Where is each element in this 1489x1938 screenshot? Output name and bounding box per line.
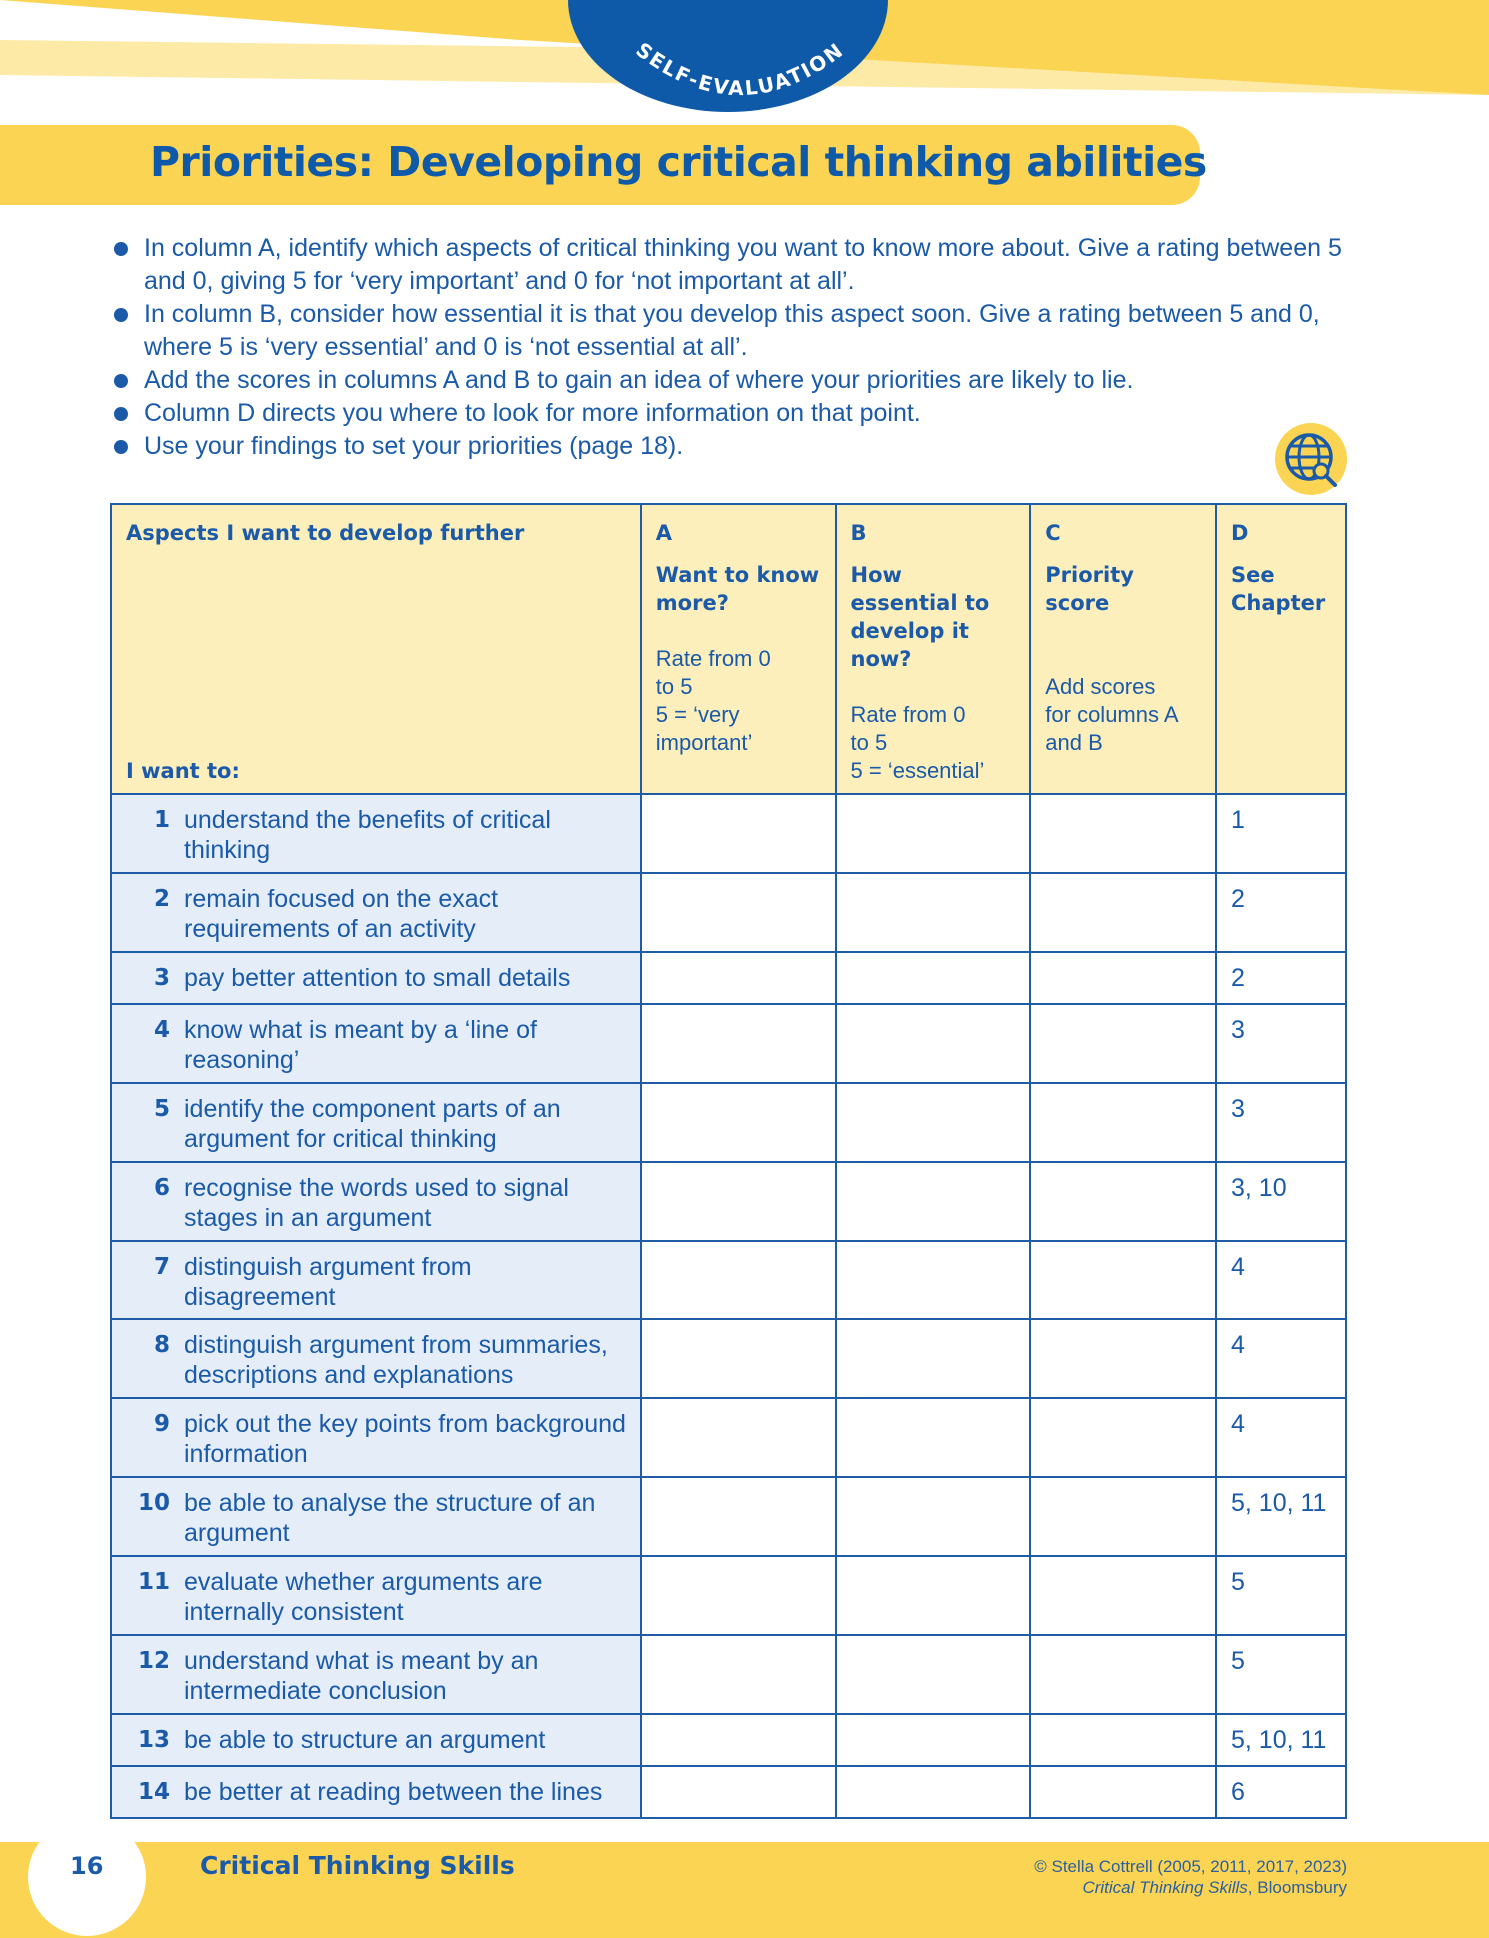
copyright-credit: © Stella Cottrell (2005, 2011, 2017, 2023) Critical Thinking Skills, Bloomsbury [1034,1857,1347,1897]
priority-score-cell[interactable] [1030,1398,1216,1477]
score-b-cell[interactable] [836,1635,1031,1714]
header-aspects: Aspects I want to develop further I want to: [111,504,641,794]
chapter-cell: 6 [1216,1766,1346,1818]
priority-score-cell[interactable] [1030,1556,1216,1635]
priority-score-cell[interactable] [1030,952,1216,1004]
row-number: 8 [153,1332,170,1358]
table-row [111,1241,1346,1319]
priority-score-cell[interactable] [1030,794,1216,873]
aspect-text: distinguish argument from summaries, descriptions and explanations [184,1331,608,1389]
aspect-cell [111,1319,641,1398]
chapter-cell: 3, 10 [1216,1162,1346,1241]
aspect-text: recognise the words used to signal stages in an argument [184,1174,569,1232]
chapter-cell: 4 [1216,1319,1346,1398]
table-row [111,794,1346,873]
table-row [111,1477,1346,1556]
score-a-cell[interactable] [641,952,836,1004]
book-title: Critical Thinking Skills [200,1851,515,1880]
score-a-cell[interactable] [641,1398,836,1477]
row-number: 2 [153,886,170,912]
table-row [111,1319,1346,1398]
priority-score-cell[interactable] [1030,1635,1216,1714]
score-a-cell[interactable] [641,1241,836,1319]
chapter-cell: 5 [1216,1556,1346,1635]
aspect-text: be able to structure an argument [184,1726,546,1754]
table-row [111,1004,1346,1083]
score-b-cell[interactable] [836,1162,1031,1241]
aspect-cell [111,1241,641,1319]
score-a-cell[interactable] [641,1004,836,1083]
aspect-cell [111,873,641,952]
header-col-b: B How essential to develop it now? Rate from 0 to 5 5 = ‘essential’ [836,504,1031,794]
aspect-text: pick out the key points from background information [184,1410,626,1468]
row-number: 3 [153,965,170,991]
row-number: 9 [153,1411,170,1437]
score-a-cell[interactable] [641,794,836,873]
priority-score-cell[interactable] [1030,1162,1216,1241]
score-b-cell[interactable] [836,1398,1031,1477]
score-b-cell[interactable] [836,952,1031,1004]
table-row [111,1714,1346,1766]
table-row [111,1162,1346,1241]
globe-search-icon [1275,423,1347,495]
aspect-text: understand the benefits of critical thinking [184,806,551,864]
aspect-cell [111,794,641,873]
score-b-cell[interactable] [836,1556,1031,1635]
badge-label: SELF-EVALUATION [631,37,849,101]
priorities-table [110,503,1347,1819]
aspect-cell [111,1162,641,1241]
table-row [111,952,1346,1004]
priority-score-cell[interactable] [1030,1477,1216,1556]
row-number: 1 [153,807,170,833]
row-number: 11 [137,1569,170,1595]
chapter-cell: 5 [1216,1635,1346,1714]
score-b-cell[interactable] [836,1714,1031,1766]
aspect-text: distinguish argument from disagreement [184,1253,472,1311]
table-header-row [111,504,1346,794]
aspect-cell [111,1398,641,1477]
header-col-c: C Priority score Add scores for columns A and B [1030,504,1216,794]
page-title: Priorities: Developing critical thinking abilities [150,138,1207,186]
instruction-item: In column B, consider how essential it is that you develop this aspect soon. Give a rating between 5 and 0, where 5 is ‘very essential’ and 0 is ‘not essential at all’. [110,298,1360,364]
table-row [111,1398,1346,1477]
header-col-a: A Want to know more? Rate from 0 to 5 5 = ‘very important’ [641,504,836,794]
chapter-cell: 1 [1216,794,1346,873]
score-b-cell[interactable] [836,1004,1031,1083]
aspect-text: be able to analyse the structure of an argument [184,1489,596,1547]
table-row [111,1083,1346,1162]
row-number: 7 [153,1254,170,1280]
row-number: 10 [137,1490,170,1516]
row-number: 12 [137,1648,170,1674]
score-a-cell[interactable] [641,873,836,952]
score-a-cell[interactable] [641,1766,836,1818]
chapter-cell: 4 [1216,1398,1346,1477]
score-b-cell[interactable] [836,1477,1031,1556]
table-row [111,873,1346,952]
priority-score-cell[interactable] [1030,1241,1216,1319]
chapter-cell: 5, 10, 11 [1216,1477,1346,1556]
table-row [111,1556,1346,1635]
score-a-cell[interactable] [641,1162,836,1241]
table-row [111,1766,1346,1818]
aspect-cell [111,1004,641,1083]
row-number: 4 [153,1017,170,1043]
score-b-cell[interactable] [836,1319,1031,1398]
score-b-cell[interactable] [836,794,1031,873]
chapter-cell: 3 [1216,1083,1346,1162]
aspect-text: know what is meant by a ‘line of reasoning’ [184,1016,537,1074]
instructions-list [110,232,1360,463]
aspect-text: be better at reading between the lines [184,1778,603,1806]
priority-score-cell[interactable] [1030,1004,1216,1083]
i-want-to-label: I want to: [126,759,240,783]
score-a-cell[interactable] [641,1477,836,1556]
chapter-cell: 4 [1216,1241,1346,1319]
score-b-cell[interactable] [836,1083,1031,1162]
chapter-cell: 2 [1216,873,1346,952]
score-a-cell[interactable] [641,1319,836,1398]
score-a-cell[interactable] [641,1556,836,1635]
row-number: 13 [137,1727,170,1753]
svg-text:SELF-EVALUATION [631,37,848,100]
priority-score-cell[interactable] [1030,1319,1216,1398]
priority-score-cell[interactable] [1030,1766,1216,1818]
aspect-text: remain focused on the exact requirements of an activity [184,885,499,943]
row-number: 6 [153,1175,170,1201]
aspect-text: identify the component parts of an argument for critical thinking [184,1095,561,1153]
instruction-item: Column D directs you where to look for more information on that point. [110,397,1360,430]
aspect-cell [111,952,641,1004]
aspect-cell [111,1083,641,1162]
score-b-cell[interactable] [836,873,1031,952]
score-b-cell[interactable] [836,1241,1031,1319]
priority-score-cell[interactable] [1030,1083,1216,1162]
row-number: 14 [137,1779,170,1805]
aspect-cell [111,1766,641,1818]
instruction-item: Add the scores in columns A and B to gain an idea of where your priorities are likely to lie. [110,364,1360,397]
instruction-item: Use your findings to set your priorities (page 18). [110,430,1360,463]
score-b-cell[interactable] [836,1766,1031,1818]
chapter-cell: 5, 10, 11 [1216,1714,1346,1766]
score-a-cell[interactable] [641,1083,836,1162]
chapter-cell: 2 [1216,952,1346,1004]
score-a-cell[interactable] [641,1714,836,1766]
table-row [111,1635,1346,1714]
aspect-cell [111,1714,641,1766]
aspect-text: evaluate whether arguments are internally consistent [184,1568,543,1626]
aspect-text: pay better attention to small details [184,964,571,992]
self-evaluation-badge [560,0,920,120]
chapter-cell: 3 [1216,1004,1346,1083]
priority-score-cell[interactable] [1030,1714,1216,1766]
aspect-cell [111,1556,641,1635]
row-number: 5 [153,1096,170,1122]
aspect-text: understand what is meant by an intermediate conclusion [184,1647,539,1705]
score-a-cell[interactable] [641,1635,836,1714]
header-col-d: D See Chapter [1216,504,1346,794]
aspect-cell [111,1477,641,1556]
instruction-item: In column A, identify which aspects of critical thinking you want to know more about. Give a rating between 5 and 0, giving 5 for ‘very important’ and 0 for ‘not important at all’. [110,232,1360,298]
aspect-cell [111,1635,641,1714]
priority-score-cell[interactable] [1030,873,1216,952]
page-number: 16 [70,1852,104,1880]
